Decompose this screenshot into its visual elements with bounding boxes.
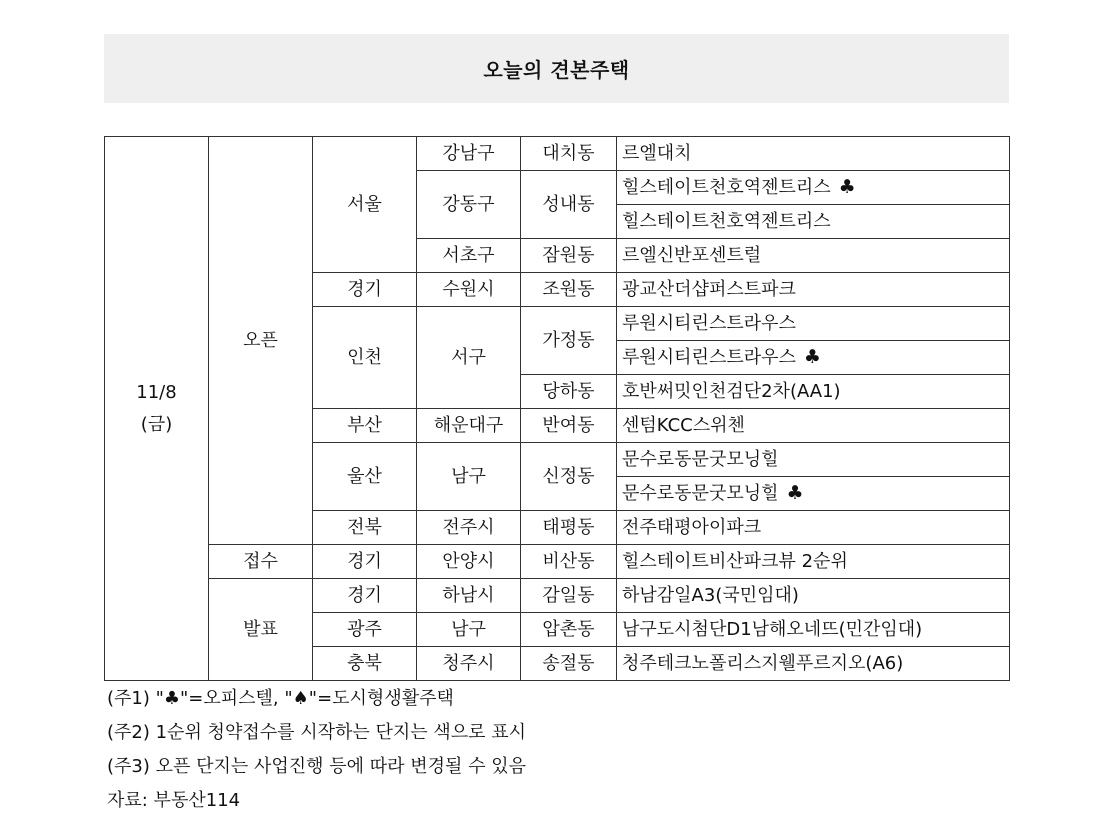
complex-name: 호반써밋인천검단2차(AA1) [622,380,841,402]
dong-dangha: 당하동 [521,375,617,409]
district-hanam: 하남시 [417,579,521,613]
complex-name: 힐스테이트천호역젠트리스 [622,210,831,232]
complex-name: 루원시티린스트라우스 [622,312,796,334]
page-title: 오늘의 견본주택 [483,58,630,82]
complex-name: 르엘신반포센트럴 [622,244,762,266]
source-note: 자료: 부동산114 [107,790,241,811]
region-seoul: 서울 [313,137,417,273]
table-row [105,137,1010,171]
district-nam: 남구 [417,443,521,511]
complex-name: 광교산더샵퍼스트파크 [622,278,796,300]
table-row [105,545,1010,579]
region-gwangju: 광주 [313,613,417,647]
club-icon: ♣ [786,482,804,504]
club-icon: ♣ [803,346,821,368]
district-gangnam: 강남구 [417,137,521,171]
dong-taepyeong: 태평동 [521,511,617,545]
dong-apchon: 압촌동 [521,613,617,647]
club-icon: ♣ [838,176,856,198]
complex-name-cell [617,205,1010,239]
dong-daechi: 대치동 [521,137,617,171]
complex-name: 문수로동문굿모닝힐 [622,448,779,470]
region-jeonbuk: 전북 [313,511,417,545]
dong-gamil: 감일동 [521,579,617,613]
date-cell [105,137,209,681]
complex-name-cell [617,273,1010,307]
complex-name-cell [617,613,1010,647]
category-receipt: 접수 [209,545,313,579]
complex-name: 문수로동문굿모닝힐 [622,483,779,504]
complex-name-cell [617,137,1010,171]
complex-name: 하남감일A3(국민임대) [622,584,799,606]
district-seocho: 서초구 [417,239,521,273]
dong-sinjeong: 신정동 [521,443,617,511]
dong-seongnae: 성내동 [521,171,617,239]
complex-name: 힐스테이트비산파크뷰 2순위 [622,550,848,572]
dong-songjeol: 송절동 [521,647,617,681]
footnote: (주3) 오픈 단지는 사업진행 등에 따라 변경될 수 있음 [107,756,527,777]
complex-name-cell [617,545,1010,579]
complex-name-cell [617,409,1010,443]
district-jeonju: 전주시 [417,511,521,545]
complex-name-cell [617,511,1010,545]
date-weekday: (금) [140,413,173,435]
region-incheon: 인천 [313,307,417,409]
district-cheongju: 청주시 [417,647,521,681]
dong-jowon: 조원동 [521,273,617,307]
dong-bisan: 비산동 [521,545,617,579]
dong-jamwon: 잠원동 [521,239,617,273]
title-bar [104,34,1009,103]
region-chungbuk: 충북 [313,647,417,681]
complex-name-cell [617,307,1010,341]
footnotes [107,682,526,818]
complex-name-cell [617,477,1010,511]
region-ulsan: 울산 [313,443,417,511]
complex-name-cell [617,443,1010,477]
footnote: (주1) "♣"=오피스텔, "♠"=도시형생활주택 [107,688,454,709]
complex-name-cell [617,171,1010,205]
region-gyeonggi: 경기 [313,273,417,307]
complex-name-cell [617,239,1010,273]
category-open: 오픈 [209,137,313,545]
region-gyeonggi: 경기 [313,579,417,613]
complex-name-cell [617,579,1010,613]
dong-gajeong: 가정동 [521,307,617,375]
complex-name: 르엘대치 [622,142,692,164]
model-house-table [104,136,1010,681]
region-busan: 부산 [313,409,417,443]
district-seo: 서구 [417,307,521,409]
district-haeundae: 해운대구 [417,409,521,443]
district-gangdong: 강동구 [417,171,521,239]
category-announce: 발표 [209,579,313,681]
complex-name: 루원시티린스트라우스 [622,347,796,368]
complex-name: 힐스테이트천호역젠트리스 [622,177,831,198]
footnote: (주2) 1순위 청약접수를 시작하는 단지는 색으로 표시 [107,722,527,743]
region-gyeonggi: 경기 [313,545,417,579]
complex-name: 전주태평아이파크 [622,516,762,538]
complex-name-cell [617,647,1010,681]
district-suwon: 수원시 [417,273,521,307]
dong-banyeo: 반여동 [521,409,617,443]
complex-name-cell [617,341,1010,375]
table-row [105,579,1010,613]
date-day: 11/8 [136,381,177,403]
complex-name: 센텀KCC스위첸 [622,414,745,436]
complex-name-cell [617,375,1010,409]
complex-name: 청주테크노폴리스지웰푸르지오(A6) [622,652,904,674]
district-nam: 남구 [417,613,521,647]
complex-name: 남구도시첨단D1남해오네뜨(민간임대) [622,618,923,640]
district-anyang: 안양시 [417,545,521,579]
